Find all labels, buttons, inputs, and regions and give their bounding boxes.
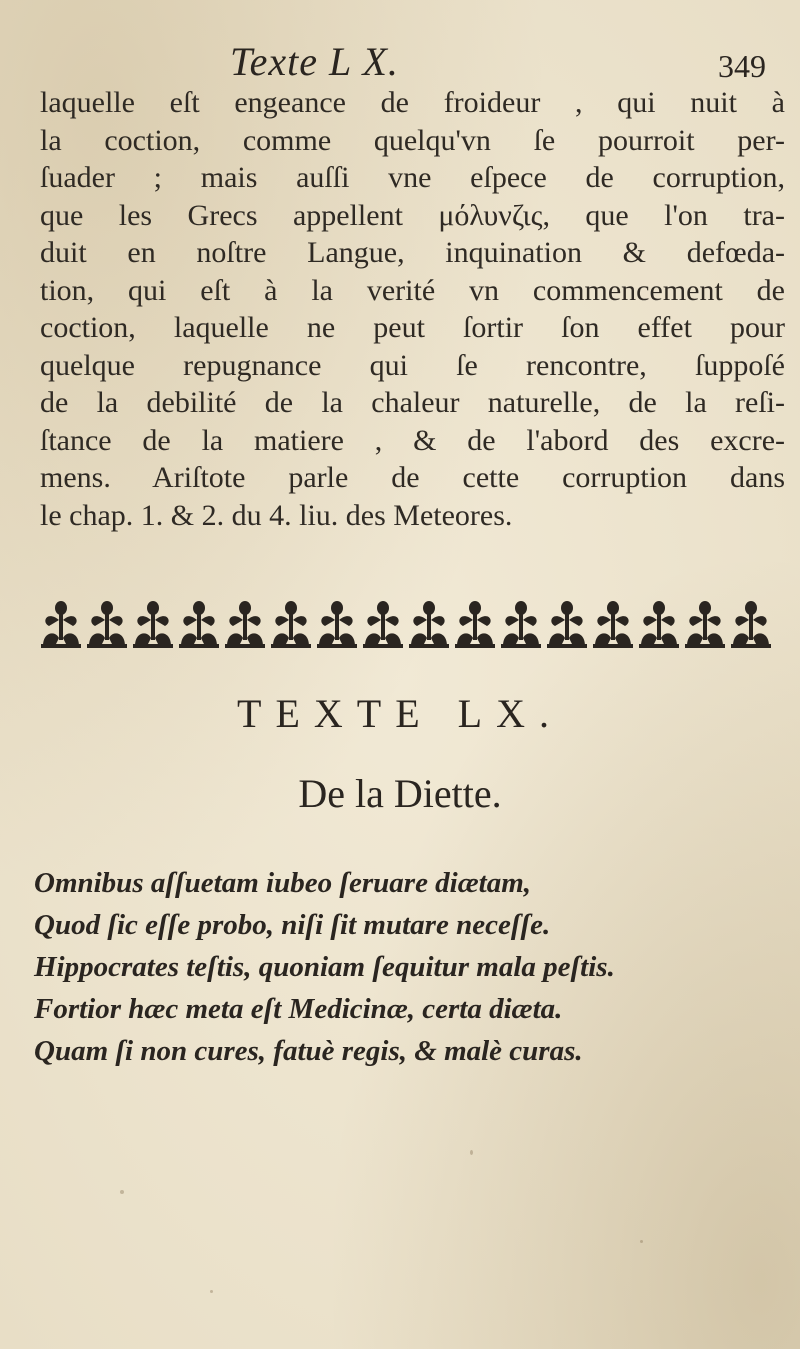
body-line: laquelle eſt engeance de froideur , qui nuit à — [40, 86, 785, 119]
fleuron-icon — [455, 601, 495, 648]
fleuron-icon — [363, 601, 403, 648]
paper-speck — [210, 1290, 213, 1293]
fleuron-icon — [547, 601, 587, 648]
running-head: Texte L X. — [230, 39, 399, 84]
decorative-ornament-band — [38, 600, 774, 648]
body-line: quelque repugnance qui ſe rencontre, ſuppoſé — [40, 348, 785, 382]
body-line: de la debilité de la chaleur naturelle, de la reſi- — [40, 386, 785, 419]
paper-speck — [640, 1240, 643, 1243]
body-paragraph — [40, 84, 785, 534]
latin-verse — [34, 862, 794, 1072]
fleuron-icon — [87, 601, 127, 648]
body-line: ſtance de la matiere , & de l'abord des excre- — [40, 423, 785, 457]
body-line: ſuader ; mais auſſi vne eſpece de corruption, — [40, 161, 785, 194]
fleuron-icon — [225, 601, 265, 648]
body-line: la coction, comme quelqu'vn ſe pourroit per- — [40, 123, 785, 157]
verse-line: Fortior hæc meta eſt Medicinæ, certa diæta. — [34, 993, 563, 1025]
verse-line: Hippocrates teſtis, quoniam ſequitur mala peſtis. — [34, 951, 615, 983]
fleuron-icon — [501, 601, 541, 648]
fleuron-icon — [409, 601, 449, 648]
fleuron-icon — [271, 601, 311, 648]
fleuron-icon — [133, 601, 173, 648]
body-line: duit en noſtre Langue, inquination & defœda- — [40, 236, 785, 269]
fleuron-icon — [685, 601, 725, 648]
fleuron-row-icon — [38, 600, 774, 648]
paper-speck — [120, 1190, 124, 1194]
verse-line: Omnibus aſſuetam iubeo ſeruare diætam, — [34, 867, 532, 899]
page-number: 349 — [718, 48, 766, 84]
body-line: tion, qui eſt à la verité vn commencement de — [40, 273, 785, 307]
fleuron-icon — [179, 601, 219, 648]
section-title: TEXTE LX. — [237, 691, 563, 736]
section-subtitle: De la Diette. — [298, 771, 502, 816]
verse-line: Quod ſic eſſe probo, niſi ſit mutare neceſſe. — [34, 909, 551, 941]
verse-line: Quam ſi non cures, fatuè regis, & malè curas. — [34, 1035, 583, 1067]
fleuron-icon — [593, 601, 633, 648]
fleuron-icon — [41, 601, 81, 648]
fleuron-icon — [317, 601, 357, 648]
body-line: que les Grecs appellent μόλυνζις, que l'on tra- — [40, 198, 785, 232]
body-line: mens. Ariſtote parle de cette corruption dans — [40, 461, 785, 494]
fleuron-icon — [639, 601, 679, 648]
fleuron-icon — [731, 601, 771, 648]
body-line: coction, laquelle ne peut ſortir ſon effet pour — [40, 311, 785, 344]
body-line: le chap. 1. & 2. du 4. liu. des Meteores. — [40, 498, 513, 532]
paper-speck — [470, 1150, 473, 1155]
